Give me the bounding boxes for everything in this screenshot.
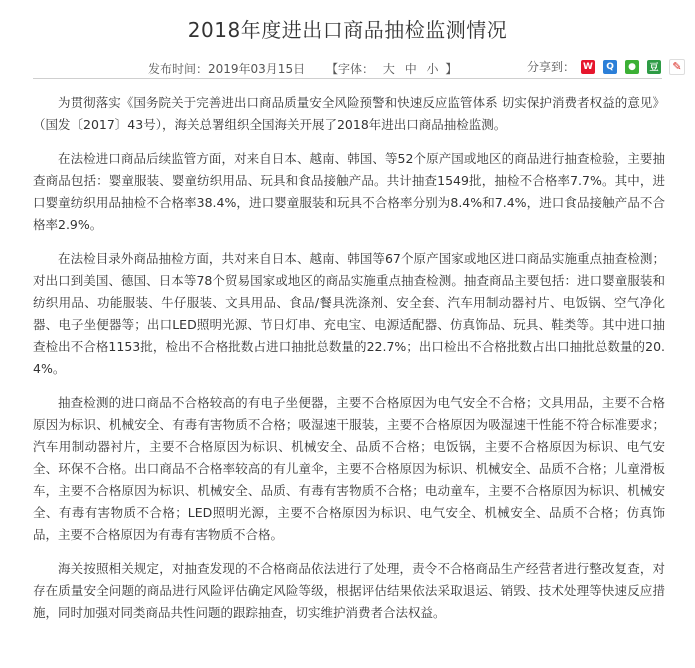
divider — [33, 78, 662, 79]
page-title: 2018年度进出口商品抽检监测情况 — [187, 18, 508, 42]
qzone-icon[interactable]: Q — [603, 60, 617, 74]
pdf-icon[interactable]: ✎ — [669, 59, 685, 75]
paragraph: 抽查检测的进口商品不合格较高的有电子坐便器，主要不合格原因为电气安全不合格；文具用品，主要不合格原因为标识、机械安全、有毒有害物质不合格；吸湿速干服装，主要不合格原因为吸湿速干性能不符合标准要求；汽车用制动器衬片，主要不合格原因为标识、机械安全、品质不合格；电饭锅，主要不合格原因为标识、电气安全、环保不合格。出口商品不合格率较高的有儿童伞，主要不合格原因为标识、机械安全、品质不合格；儿童滑板车，主要不合格原因为标识、机械安全、品质、有毒有害物质不合格；电动童车，主要不合格原因为标识、机械安全、有毒有害物质不合格；LED照明光源，主要不合格原因为标识、电气安全、机械安全、品质不合格；仿真饰品，主要不合格原因为有毒有害物质不合格。 — [33, 395, 665, 542]
article-meta — [0, 56, 695, 78]
weibo-icon[interactable]: W — [581, 60, 595, 74]
article-body — [33, 92, 665, 636]
share-bar — [527, 58, 693, 75]
font-size-medium-button[interactable]: 中 — [404, 62, 417, 76]
douban-icon[interactable]: 豆 — [647, 60, 661, 74]
paragraph: 为贯彻落实《国务院关于完善进出口商品质量安全风险预警和快速反应监管体系 切实保护消费者权益的意见》（国发〔2017〕43号），海关总署组织全国海关开展了2018年进出口商品抽检监测。 — [33, 95, 665, 132]
share-label: 分享到： — [527, 60, 576, 74]
publish-date: 发布时间：2019年03月15日 — [148, 62, 306, 76]
font-size-switcher — [326, 60, 457, 77]
paragraph: 海关按照相关规定，对抽查发现的不合格商品依法进行了处理，责令不合格商品生产经营者进行整改复查，对存在质量安全问题的商品进行风险评估确定风险等级，根据评估结果依法采取退运、销毁、技术处理等快速反应措施，同时加强对同类商品共性问题的跟踪抽查，切实维护消费者合法权益。 — [33, 561, 665, 620]
paragraph: 在法检进口商品后续监管方面，对来自日本、越南、韩国、等52个原产国或地区的商品进行抽查检验，主要抽查商品包括：婴童服装、婴童纺织用品、玩具和食品接触产品。共计抽查1549批，抽检不合格率7.7%。其中，进口婴童纺织用品抽检不合格率38.4%，进口婴童服装和玩具不合格率分别为8.4%和7.4%，进口食品接触产品不合格率2.9%。 — [33, 151, 665, 232]
wechat-icon[interactable]: ● — [625, 60, 639, 74]
font-size-close: 】 — [445, 62, 458, 76]
font-size-small-button[interactable]: 小 — [426, 62, 439, 76]
font-size-large-button[interactable]: 大 — [382, 62, 395, 76]
paragraph: 在法检目录外商品抽检方面，共对来自日本、越南、韩国等67个原产国家或地区进口商品实施重点抽查检测；对出口到美国、德国、日本等78个贸易国家或地区的商品实施重点抽查检测。抽查商品主要包括：进口婴童服装和纺织用品、功能服装、牛仔服装、文具用品、食品/餐具洗涤剂、安全套、汽车用制动器衬片、电饭锅、空气净化器、电子坐便器等；出口LED照明光源、节日灯串、充电宝、电源适配器、仿真饰品、玩具、鞋类等。其中进口抽查检出不合格1153批，检出不合格批数占进口抽批总数量的22.7%；出口检出不合格批数占出口抽批总数量的20.4%。 — [33, 251, 665, 376]
font-size-label: 【字体： — [326, 62, 375, 76]
